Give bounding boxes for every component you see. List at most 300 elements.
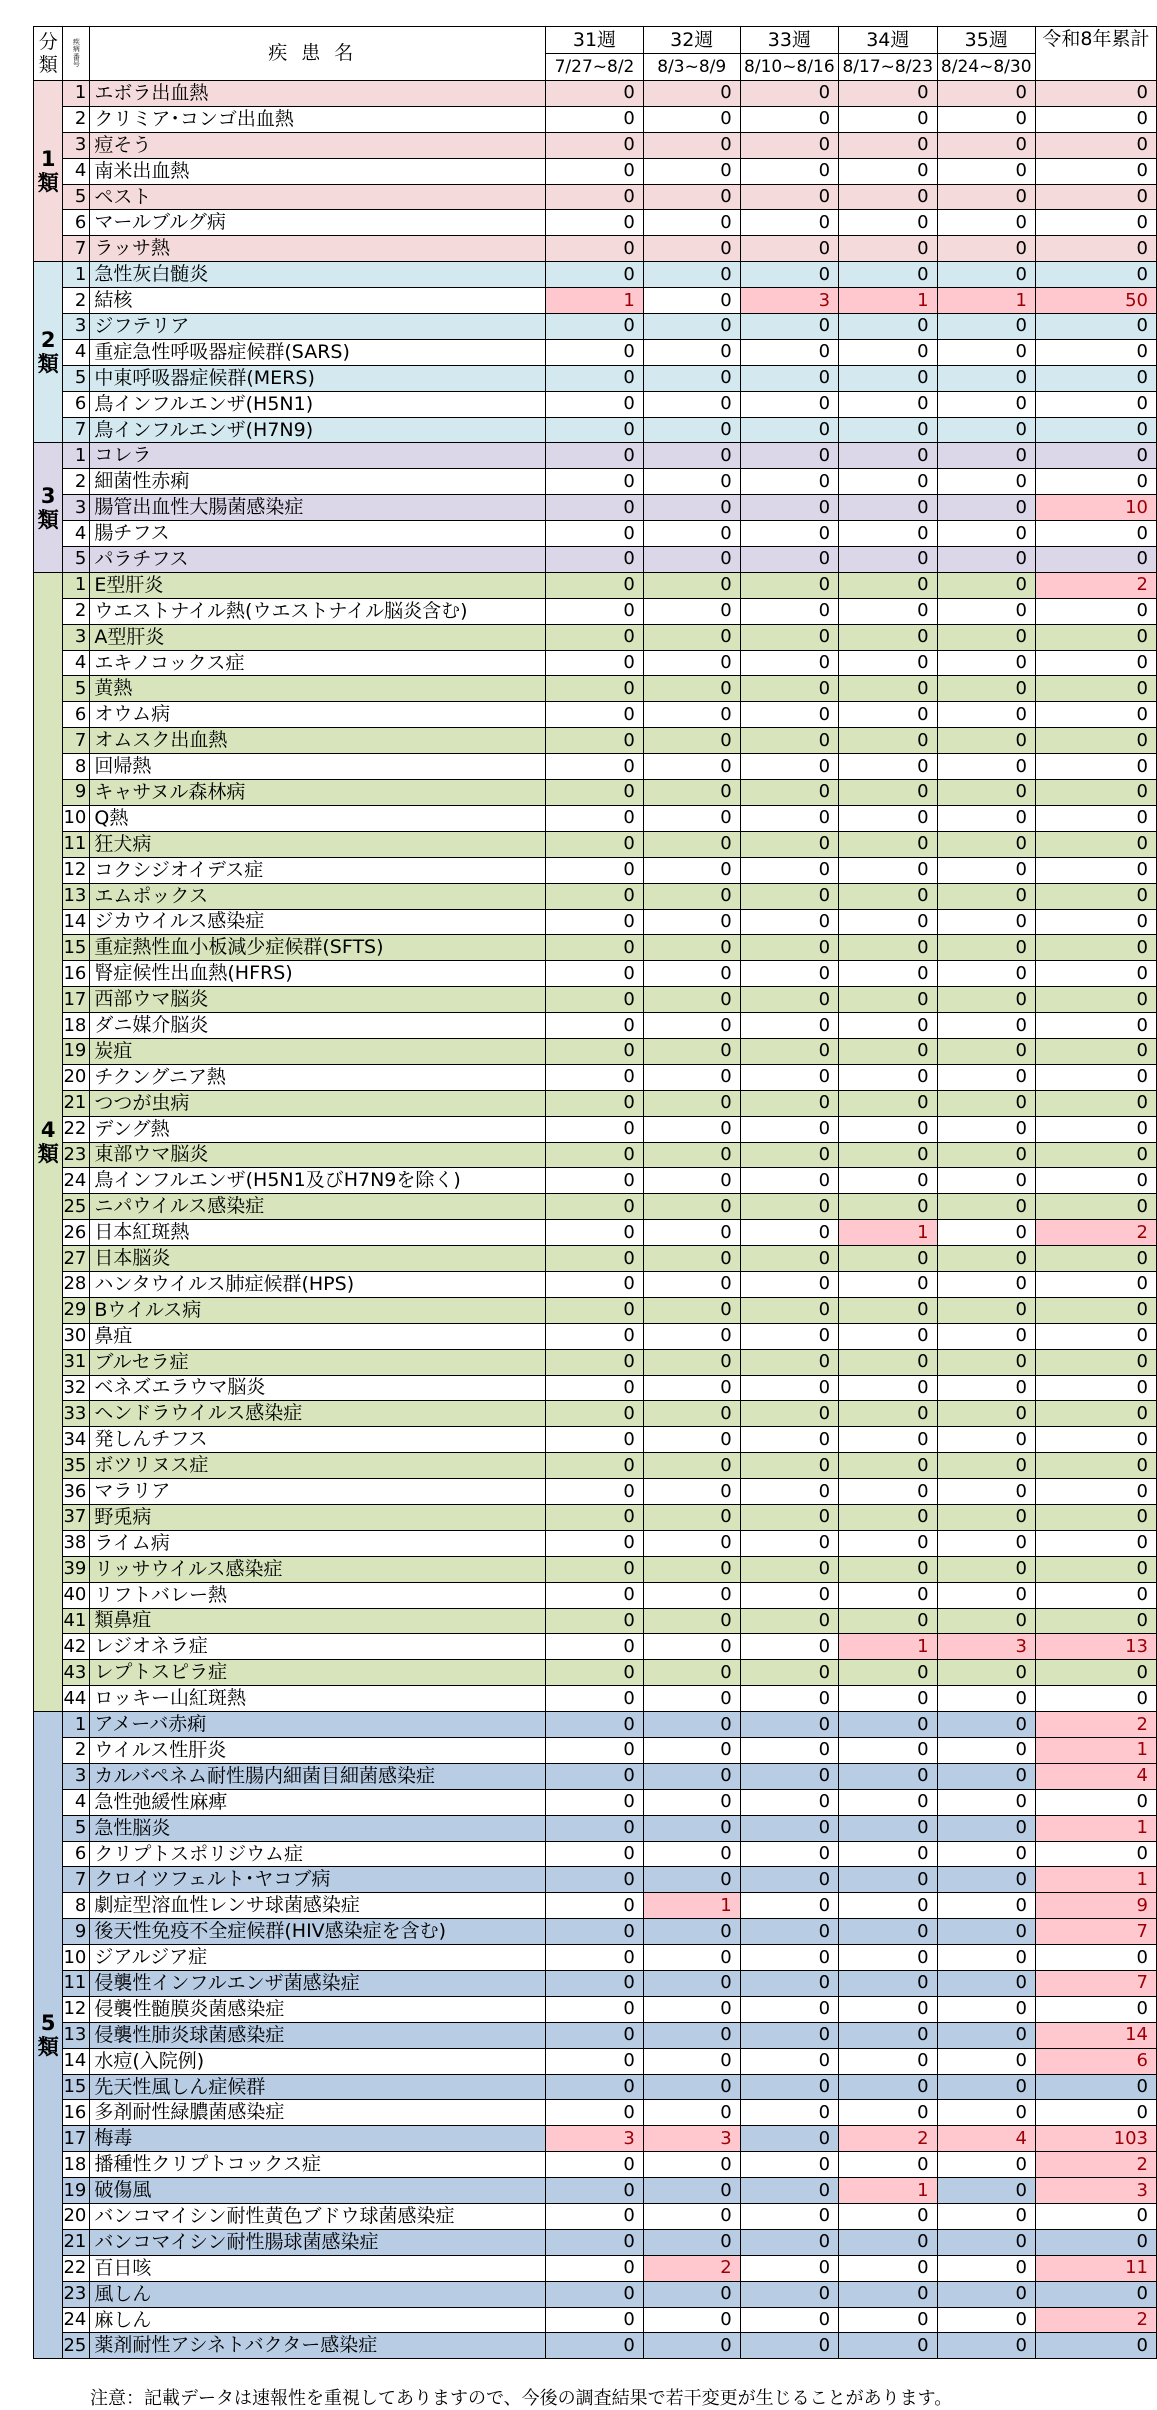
year-total-cell: 14 (1035, 2022, 1156, 2048)
week-count-cell: 0 (740, 2333, 838, 2359)
disease-name: 東部ウマ脳炎 (90, 1142, 546, 1168)
week-count-cell: 0 (740, 1893, 838, 1919)
disease-name: 結核 (90, 288, 546, 314)
week-count-cell: 0 (740, 1738, 838, 1764)
year-total-cell: 0 (1035, 469, 1156, 495)
week-count-cell: 0 (740, 236, 838, 262)
week-count-cell: 0 (740, 106, 838, 132)
disease-name: ロッキー山紅斑熱 (90, 1686, 546, 1712)
table-row (34, 1194, 1157, 1220)
week-count-cell: 0 (643, 1271, 740, 1297)
week-count-cell: 0 (643, 780, 740, 806)
year-total-cell: 13 (1035, 1634, 1156, 1660)
week-count-cell: 0 (839, 1712, 937, 1738)
table-row (34, 158, 1157, 184)
disease-number: 24 (63, 1168, 90, 1194)
table-row (34, 262, 1157, 288)
table-row (34, 1582, 1157, 1608)
week-count-cell: 0 (740, 132, 838, 158)
week-count-cell: 0 (740, 935, 838, 961)
week-count-cell: 0 (546, 417, 644, 443)
week-count-cell: 0 (643, 417, 740, 443)
disease-name: 鳥インフルエンザ(H5N1) (90, 391, 546, 417)
table-row (34, 339, 1157, 365)
week-count-cell: 0 (740, 1038, 838, 1064)
table-row (34, 1686, 1157, 1712)
week-count-cell: 0 (546, 262, 644, 288)
disease-number: 15 (63, 935, 90, 961)
week-count-cell: 0 (740, 365, 838, 391)
week-count-cell: 0 (546, 624, 644, 650)
disease-name: オウム病 (90, 702, 546, 728)
disease-name: 破傷風 (90, 2178, 546, 2204)
table-row (34, 1867, 1157, 1893)
year-total-cell: 0 (1035, 702, 1156, 728)
disease-number: 40 (63, 1582, 90, 1608)
week-count-cell: 1 (643, 1893, 740, 1919)
week-count-cell: 0 (740, 1945, 838, 1971)
year-total-cell: 0 (1035, 210, 1156, 236)
week-count-cell: 0 (937, 2204, 1035, 2230)
week-count-cell: 0 (546, 1660, 644, 1686)
year-total-cell: 7 (1035, 1919, 1156, 1945)
year-total-cell: 0 (1035, 857, 1156, 883)
table-row (34, 1530, 1157, 1556)
week-count-cell: 0 (643, 1686, 740, 1712)
header-disease-name: 疾患名 (90, 27, 546, 81)
week-count-cell: 0 (643, 1815, 740, 1841)
header-range-2: 8/3~8/9 (643, 54, 740, 81)
week-count-cell: 0 (937, 1142, 1035, 1168)
table-row (34, 1453, 1157, 1479)
week-count-cell: 0 (937, 702, 1035, 728)
table-row (34, 650, 1157, 676)
week-count-cell: 0 (740, 184, 838, 210)
table-row (34, 2048, 1157, 2074)
week-count-cell: 0 (546, 2307, 644, 2333)
week-count-cell: 0 (643, 831, 740, 857)
disease-number: 7 (63, 417, 90, 443)
week-count-cell: 0 (546, 1608, 644, 1634)
year-total-cell: 0 (1035, 1504, 1156, 1530)
disease-name: 水痘(入院例) (90, 2048, 546, 2074)
disease-name: ニパウイルス感染症 (90, 1194, 546, 1220)
week-count-cell: 0 (937, 2229, 1035, 2255)
week-count-cell: 0 (740, 391, 838, 417)
week-count-cell: 0 (740, 1815, 838, 1841)
week-count-cell: 0 (740, 857, 838, 883)
disease-number: 17 (63, 987, 90, 1013)
week-count-cell: 0 (740, 2204, 838, 2230)
week-count-cell: 0 (546, 1763, 644, 1789)
week-count-cell: 0 (546, 1841, 644, 1867)
disease-name: 重症急性呼吸器症候群(SARS) (90, 339, 546, 365)
week-count-cell: 0 (937, 1867, 1035, 1893)
week-count-cell: 0 (937, 1453, 1035, 1479)
week-count-cell: 0 (546, 805, 644, 831)
year-total-cell: 0 (1035, 1168, 1156, 1194)
year-total-cell: 0 (1035, 1789, 1156, 1815)
year-total-cell: 0 (1035, 1660, 1156, 1686)
week-count-cell: 1 (839, 1220, 937, 1246)
disease-name: レジオネラ症 (90, 1634, 546, 1660)
week-count-cell: 0 (546, 1556, 644, 1582)
disease-name: 多剤耐性緑膿菌感染症 (90, 2100, 546, 2126)
disease-name: 中東呼吸器症候群(MERS) (90, 365, 546, 391)
week-count-cell: 0 (839, 987, 937, 1013)
disease-number: 16 (63, 961, 90, 987)
week-count-cell: 0 (740, 2255, 838, 2281)
disease-number: 39 (63, 1556, 90, 1582)
table-row (34, 1763, 1157, 1789)
week-count-cell: 0 (643, 1582, 740, 1608)
week-count-cell: 0 (839, 1738, 937, 1764)
week-count-cell: 0 (839, 857, 937, 883)
disease-number: 2 (63, 598, 90, 624)
disease-number: 10 (63, 805, 90, 831)
year-total-cell: 0 (1035, 2229, 1156, 2255)
week-count-cell: 0 (546, 1634, 644, 1660)
disease-name: 先天性風しん症候群 (90, 2074, 546, 2100)
week-count-cell: 0 (546, 1220, 644, 1246)
week-count-cell: 0 (546, 314, 644, 340)
category-label: 1類 (34, 81, 63, 262)
year-total-cell: 1 (1035, 1867, 1156, 1893)
week-count-cell: 0 (546, 1401, 644, 1427)
week-count-cell: 0 (937, 184, 1035, 210)
week-count-cell: 0 (937, 2100, 1035, 2126)
week-count-cell: 0 (546, 1504, 644, 1530)
week-count-cell: 0 (740, 1375, 838, 1401)
disease-number: 14 (63, 2048, 90, 2074)
week-count-cell: 0 (937, 391, 1035, 417)
week-count-cell: 0 (839, 1815, 937, 1841)
disease-name: 鳥インフルエンザ(H7N9) (90, 417, 546, 443)
table-row (34, 106, 1157, 132)
disease-name: エボラ出血熱 (90, 81, 546, 107)
week-count-cell: 0 (937, 547, 1035, 573)
week-count-cell: 0 (839, 1427, 937, 1453)
week-count-cell: 0 (643, 262, 740, 288)
week-count-cell: 0 (546, 2204, 644, 2230)
disease-name: デング熱 (90, 1116, 546, 1142)
table-row (34, 2281, 1157, 2307)
header-week-1: 31週 (546, 27, 644, 54)
week-count-cell: 0 (839, 2281, 937, 2307)
year-total-cell: 0 (1035, 1375, 1156, 1401)
week-count-cell: 0 (937, 1556, 1035, 1582)
week-count-cell: 0 (643, 754, 740, 780)
table-row (34, 1064, 1157, 1090)
week-count-cell: 0 (839, 106, 937, 132)
week-count-cell: 0 (546, 1375, 644, 1401)
week-count-cell: 0 (546, 2022, 644, 2048)
week-count-cell: 0 (643, 1530, 740, 1556)
week-count-cell: 0 (643, 2152, 740, 2178)
year-total-cell: 0 (1035, 1427, 1156, 1453)
disease-name: クリミア･コンゴ出血熱 (90, 106, 546, 132)
disease-name: 梅毒 (90, 2126, 546, 2152)
week-count-cell: 0 (546, 547, 644, 573)
week-count-cell: 0 (839, 2048, 937, 2074)
year-total-cell: 0 (1035, 1323, 1156, 1349)
week-count-cell: 0 (546, 521, 644, 547)
week-count-cell: 0 (546, 780, 644, 806)
week-count-cell: 0 (839, 1349, 937, 1375)
disease-name: 回帰熱 (90, 754, 546, 780)
table-row (34, 314, 1157, 340)
week-count-cell: 0 (643, 1996, 740, 2022)
disease-number: 4 (63, 521, 90, 547)
week-count-cell: 0 (643, 1297, 740, 1323)
week-count-cell: 0 (546, 1712, 644, 1738)
disease-number: 22 (63, 2255, 90, 2281)
week-count-cell: 0 (740, 2281, 838, 2307)
year-total-cell: 0 (1035, 1194, 1156, 1220)
week-count-cell: 0 (643, 1064, 740, 1090)
disease-name: 腎症候性出血熱(HFRS) (90, 961, 546, 987)
week-count-cell: 0 (937, 1686, 1035, 1712)
disease-name: 発しんチフス (90, 1427, 546, 1453)
week-count-cell: 0 (839, 1064, 937, 1090)
disease-name: マラリア (90, 1479, 546, 1505)
week-count-cell: 3 (937, 1634, 1035, 1660)
week-count-cell: 0 (546, 1116, 644, 1142)
week-count-cell: 0 (643, 1763, 740, 1789)
table-row (34, 1220, 1157, 1246)
week-count-cell: 0 (937, 1582, 1035, 1608)
header-range-1: 7/27~8/2 (546, 54, 644, 81)
year-total-cell: 0 (1035, 650, 1156, 676)
week-count-cell: 0 (839, 521, 937, 547)
disease-name: ペスト (90, 184, 546, 210)
disease-name: オムスク出血熱 (90, 728, 546, 754)
year-total-cell: 0 (1035, 339, 1156, 365)
year-total-cell: 0 (1035, 1608, 1156, 1634)
table-row (34, 2074, 1157, 2100)
week-count-cell: 0 (937, 961, 1035, 987)
week-count-cell: 0 (643, 961, 740, 987)
disease-name: コクシジオイデス症 (90, 857, 546, 883)
week-count-cell: 0 (740, 1271, 838, 1297)
year-total-cell: 0 (1035, 987, 1156, 1013)
week-count-cell: 0 (937, 1841, 1035, 1867)
week-count-cell: 0 (839, 831, 937, 857)
disease-number: 23 (63, 2281, 90, 2307)
disease-name: ボツリヌス症 (90, 1453, 546, 1479)
week-count-cell: 0 (643, 1220, 740, 1246)
disease-name: 重症熱性血小板減少症候群(SFTS) (90, 935, 546, 961)
week-count-cell: 0 (740, 650, 838, 676)
week-count-cell: 0 (740, 1504, 838, 1530)
week-count-cell: 0 (839, 2152, 937, 2178)
week-count-cell: 0 (643, 81, 740, 107)
week-count-cell: 0 (740, 1582, 838, 1608)
disease-name: 日本紅斑熱 (90, 1220, 546, 1246)
week-count-cell: 0 (546, 2152, 644, 2178)
week-count-cell: 0 (937, 210, 1035, 236)
week-count-cell: 0 (740, 1867, 838, 1893)
week-count-cell: 0 (643, 184, 740, 210)
disease-number: 20 (63, 1064, 90, 1090)
table-row (34, 1038, 1157, 1064)
disease-number: 8 (63, 1893, 90, 1919)
year-total-cell: 0 (1035, 1841, 1156, 1867)
disease-number: 1 (63, 1712, 90, 1738)
week-count-cell: 0 (643, 1479, 740, 1505)
year-total-cell: 1 (1035, 1738, 1156, 1764)
week-count-cell: 0 (937, 1323, 1035, 1349)
week-count-cell: 0 (546, 495, 644, 521)
week-count-cell: 0 (839, 443, 937, 469)
disease-name: 劇症型溶血性レンサ球菌感染症 (90, 1893, 546, 1919)
week-count-cell: 0 (643, 1556, 740, 1582)
disease-number: 26 (63, 1220, 90, 1246)
table-row (34, 1375, 1157, 1401)
disease-name: ダニ媒介脳炎 (90, 1013, 546, 1039)
week-count-cell: 0 (643, 210, 740, 236)
week-count-cell: 0 (740, 2178, 838, 2204)
disease-number: 12 (63, 1996, 90, 2022)
table-row (34, 1246, 1157, 1272)
year-total-cell: 0 (1035, 1686, 1156, 1712)
table-row (34, 1427, 1157, 1453)
week-count-cell: 0 (546, 132, 644, 158)
table-row (34, 883, 1157, 909)
week-count-cell: 0 (839, 754, 937, 780)
disease-number: 6 (63, 702, 90, 728)
disease-name: Bウイルス病 (90, 1297, 546, 1323)
week-count-cell: 0 (740, 1090, 838, 1116)
week-count-cell: 0 (937, 1013, 1035, 1039)
disease-number: 17 (63, 2126, 90, 2152)
year-total-cell: 0 (1035, 805, 1156, 831)
disease-number: 5 (63, 184, 90, 210)
week-count-cell: 0 (839, 210, 937, 236)
week-count-cell: 0 (546, 339, 644, 365)
disease-name: ヘンドラウイルス感染症 (90, 1401, 546, 1427)
disease-name: 侵襲性肺炎球菌感染症 (90, 2022, 546, 2048)
week-count-cell: 0 (740, 1246, 838, 1272)
table-row (34, 1013, 1157, 1039)
year-total-cell: 0 (1035, 1064, 1156, 1090)
disease-number: 32 (63, 1375, 90, 1401)
disease-name: A型肝炎 (90, 624, 546, 650)
table-row (34, 2126, 1157, 2152)
year-total-cell: 0 (1035, 1530, 1156, 1556)
week-count-cell: 0 (546, 1582, 644, 1608)
week-count-cell: 0 (740, 1064, 838, 1090)
disease-number: 2 (63, 1738, 90, 1764)
week-count-cell: 0 (839, 2022, 937, 2048)
disease-name: リフトバレー熱 (90, 1582, 546, 1608)
disease-number: 19 (63, 1038, 90, 1064)
disease-number: 30 (63, 1323, 90, 1349)
week-count-cell: 0 (546, 987, 644, 1013)
week-count-cell: 0 (643, 158, 740, 184)
year-total-cell: 11 (1035, 2255, 1156, 2281)
week-count-cell: 0 (546, 1686, 644, 1712)
disease-number: 21 (63, 1090, 90, 1116)
disease-number: 23 (63, 1142, 90, 1168)
week-count-cell: 0 (643, 1427, 740, 1453)
disease-name: 後天性免疫不全症候群(HIV感染症を含む) (90, 1919, 546, 1945)
disease-name: カルバペネム耐性腸内細菌目細菌感染症 (90, 1763, 546, 1789)
table-row (34, 2152, 1157, 2178)
week-count-cell: 0 (546, 184, 644, 210)
week-count-cell: 0 (839, 365, 937, 391)
table-row (34, 1996, 1157, 2022)
week-count-cell: 0 (546, 365, 644, 391)
week-count-cell: 0 (740, 2152, 838, 2178)
disease-name: 野兎病 (90, 1504, 546, 1530)
week-count-cell: 0 (740, 1349, 838, 1375)
table-row (34, 2307, 1157, 2333)
disease-name: 麻しん (90, 2307, 546, 2333)
week-count-cell: 0 (643, 1660, 740, 1686)
disease-number: 3 (63, 624, 90, 650)
week-count-cell: 0 (839, 1530, 937, 1556)
week-count-cell: 0 (839, 1996, 937, 2022)
week-count-cell: 0 (937, 521, 1035, 547)
year-total-cell: 7 (1035, 1971, 1156, 1997)
week-count-cell: 0 (839, 1194, 937, 1220)
week-count-cell: 0 (546, 2048, 644, 2074)
week-count-cell: 0 (937, 572, 1035, 598)
disease-name: 痘そう (90, 132, 546, 158)
week-count-cell: 0 (740, 1297, 838, 1323)
week-count-cell: 0 (937, 469, 1035, 495)
week-count-cell: 0 (643, 1038, 740, 1064)
table-row (34, 598, 1157, 624)
week-count-cell: 0 (740, 469, 838, 495)
disease-name: エキノコックス症 (90, 650, 546, 676)
week-count-cell: 0 (546, 1246, 644, 1272)
category-label: 4類 (34, 572, 63, 1711)
disease-name: E型肝炎 (90, 572, 546, 598)
week-count-cell: 0 (937, 158, 1035, 184)
table-row (34, 1401, 1157, 1427)
disease-number: 1 (63, 443, 90, 469)
week-count-cell: 0 (546, 754, 644, 780)
year-total-cell: 2 (1035, 1220, 1156, 1246)
year-total-cell: 0 (1035, 1271, 1156, 1297)
week-count-cell: 0 (546, 572, 644, 598)
week-count-cell: 0 (643, 1349, 740, 1375)
week-count-cell: 0 (643, 2281, 740, 2307)
week-count-cell: 0 (546, 1427, 644, 1453)
table-row (34, 2229, 1157, 2255)
week-count-cell: 0 (937, 2281, 1035, 2307)
year-total-cell: 0 (1035, 365, 1156, 391)
week-count-cell: 0 (643, 1945, 740, 1971)
disease-name: ベネズエラウマ脳炎 (90, 1375, 546, 1401)
year-total-cell: 0 (1035, 2204, 1156, 2230)
disease-number: 42 (63, 1634, 90, 1660)
disease-name: 百日咳 (90, 2255, 546, 2281)
week-count-cell: 0 (937, 1945, 1035, 1971)
week-count-cell: 0 (839, 650, 937, 676)
week-count-cell: 0 (643, 2229, 740, 2255)
table-row (34, 2100, 1157, 2126)
disease-name: 黄熱 (90, 676, 546, 702)
week-count-cell: 0 (937, 728, 1035, 754)
week-count-cell: 0 (546, 1323, 644, 1349)
week-count-cell: 0 (839, 1038, 937, 1064)
week-count-cell: 0 (546, 469, 644, 495)
disease-number: 11 (63, 1971, 90, 1997)
disease-name: ラッサ熱 (90, 236, 546, 262)
